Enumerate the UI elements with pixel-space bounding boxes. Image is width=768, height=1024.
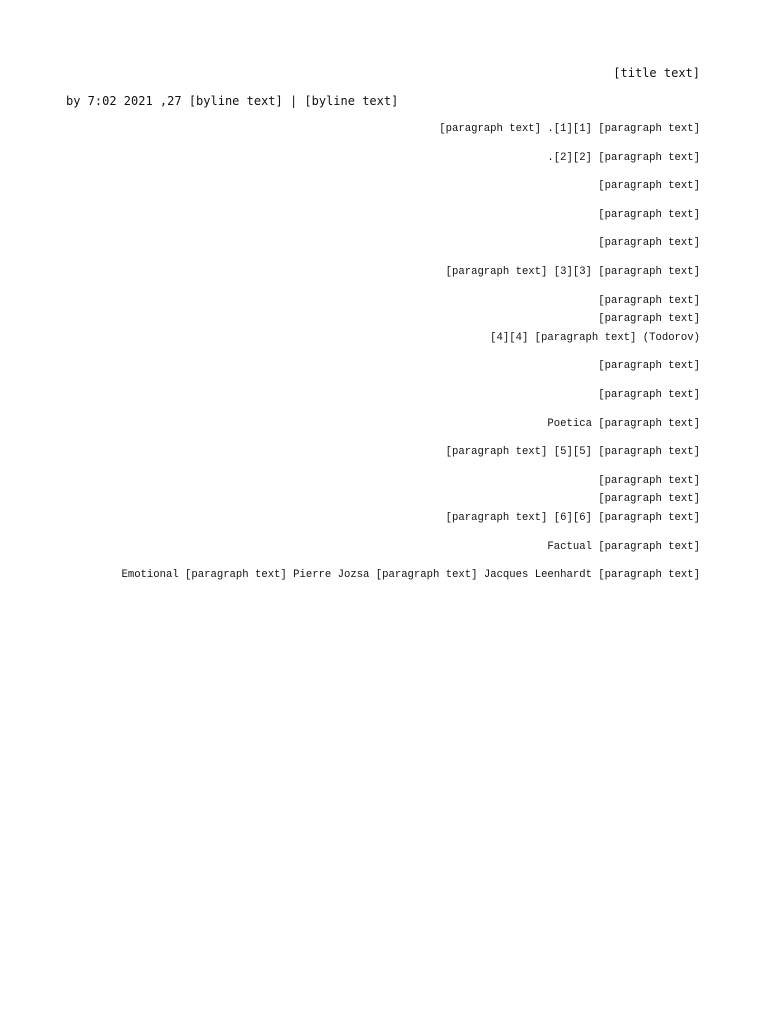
article-byline: by 7:02 2021 ,27 [byline text] | [byline text] [66,94,399,108]
paragraph-factual-pattern: Factual [paragraph text] [547,540,700,553]
paragraph-criterion-1: [paragraph text] [598,180,700,193]
article-title: [title text] [613,66,700,80]
paragraph-emotional-pattern: Emotional [paragraph text] Pierre Jozsa [paragraph text] Jacques Leenhardt [paragraph text] [121,569,700,582]
paragraph-escarpit-intro: [paragraph text] [3][3] [paragraph text] [445,265,700,278]
paragraph-knowing-reading: [paragraph text] [598,294,700,307]
paragraph-riffaterre-intro: [paragraph text] [5][5] [paragraph text] [445,446,700,459]
paragraph-intro: [paragraph text] [1][1]. [paragraph text] [439,123,700,135]
paragraph-criterion-2: [paragraph text] [598,208,700,221]
paragraph-todorov-type-2: [paragraph text] [598,388,700,401]
paragraph-todorov-intro: (Todorov) [paragraph text] [4][4] [490,331,700,344]
paragraph-heuristic-reading: [paragraph text] [598,474,700,487]
paragraph-criteria-intro: [paragraph text] [2][2]. [547,151,700,164]
paragraph-taste-reading: [paragraph text] [598,313,700,326]
paragraph-todorov-type-1: [paragraph text] [598,360,700,373]
paragraph-todorov-type-3: Poetica [paragraph text] [547,417,700,430]
paragraph-leenhardt-intro: [paragraph text] [6][6] [paragraph text] [445,511,700,524]
paragraph-retrospective-reading: [paragraph text] [598,493,700,506]
paragraph-criterion-3: [paragraph text] [598,237,700,250]
